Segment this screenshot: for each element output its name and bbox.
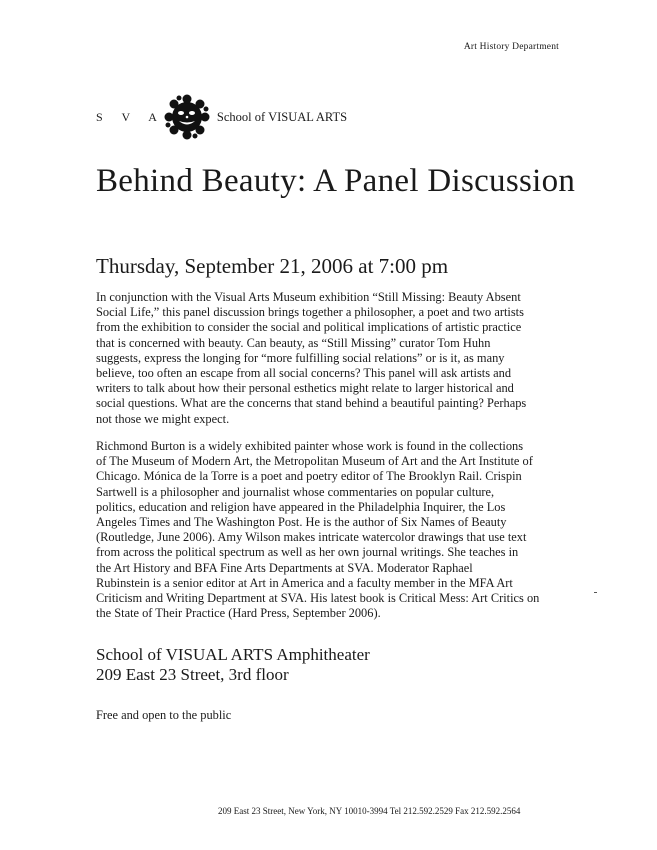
venue-address: 209 East 23 Street, 3rd floor [96,665,289,684]
text-line: from across the political spectrum as well as her own journal writings. She teaches in [96,545,519,560]
venue-name: School of VISUAL ARTS Amphitheater [96,645,370,664]
event-date: Thursday, September 21, 2006 at 7:00 pm [96,254,449,278]
text-line: In conjunction with the Visual Arts Museum exhibition “Still Missing: Beauty Absent [96,290,521,304]
text-line: the Art History and BFA Fine Arts Departments at SVA. Moderator Raphael [96,560,473,575]
text-line: politics, education and religion have appeared in the Philadelphia Inquirer, the Los [96,499,506,514]
text-line: Richmond Burton is a widely exhibited painter whose work is found in the collections [96,439,524,453]
school-name: School of VISUAL ARTS [216,109,348,124]
sva-letters: S V A [96,109,165,124]
text-line: believe, too often an escape from all social concerns? This panel will ask artists and [96,366,512,381]
text-line: the State of Their Practice (Hard Press, September 2006). [96,606,381,621]
text-line: writers to talk about how their personal esthetics might relate to larger historical and [96,381,514,396]
page-title: Behind Beauty: A Panel Discussion [96,163,576,199]
department-label: Art History Department [463,42,559,52]
text-line: from the exhibition to consider the social and political implications of artistic practice [96,320,522,335]
venue-block [96,645,370,685]
sva-seal-icon [163,93,211,141]
text-line: Angeles Times and The Washington Post. He is the author of Six Names of Beauty [96,515,507,530]
admission-note: Free and open to the public [96,708,232,722]
text-line: not those we might expect. [96,411,230,426]
text-line: that is concerned with beauty. Can beauty, as “Still Missing” curator Tom Huhn [96,335,491,350]
scan-speck [594,592,597,593]
text-line: Rubinstein is a senior editor at Art in America and a faculty member in the MFA Art [96,575,513,590]
text-line: Chicago. Mónica de la Torre is a poet and poetry editor of The Brooklyn Rail. Crispin [96,469,522,484]
panelists-paragraph [96,439,566,621]
intro-paragraph [96,290,566,427]
text-line: Sartwell is a philosopher and journalist whose commentaries on popular culture, [96,484,495,499]
sva-logo [96,92,347,142]
footer-contact: 209 East 23 Street, New York, NY 10010-3994 Tel 212.592.2529 Fax 212.592.2564 [218,806,521,816]
text-line: Criticism and Writing Department at SVA. His latest book is Critical Mess: Art Critics on [96,591,540,606]
text-line: (Routledge, June 2006). Amy Wilson makes intricate watercolor drawings that use text [96,530,527,545]
text-line: social questions. What are the concerns that stand behind a beautiful painting? Perhaps [96,396,527,411]
text-line: of The Museum of Modern Art, the Metropolitan Museum of Art and the Art Institute of [96,454,533,469]
text-line: Social Life,” this panel discussion brings together a philosopher, a poet and two artists [96,305,524,320]
text-line: suggests, express the longing for “more fulfilling social relations” or is it, as many [96,350,505,365]
